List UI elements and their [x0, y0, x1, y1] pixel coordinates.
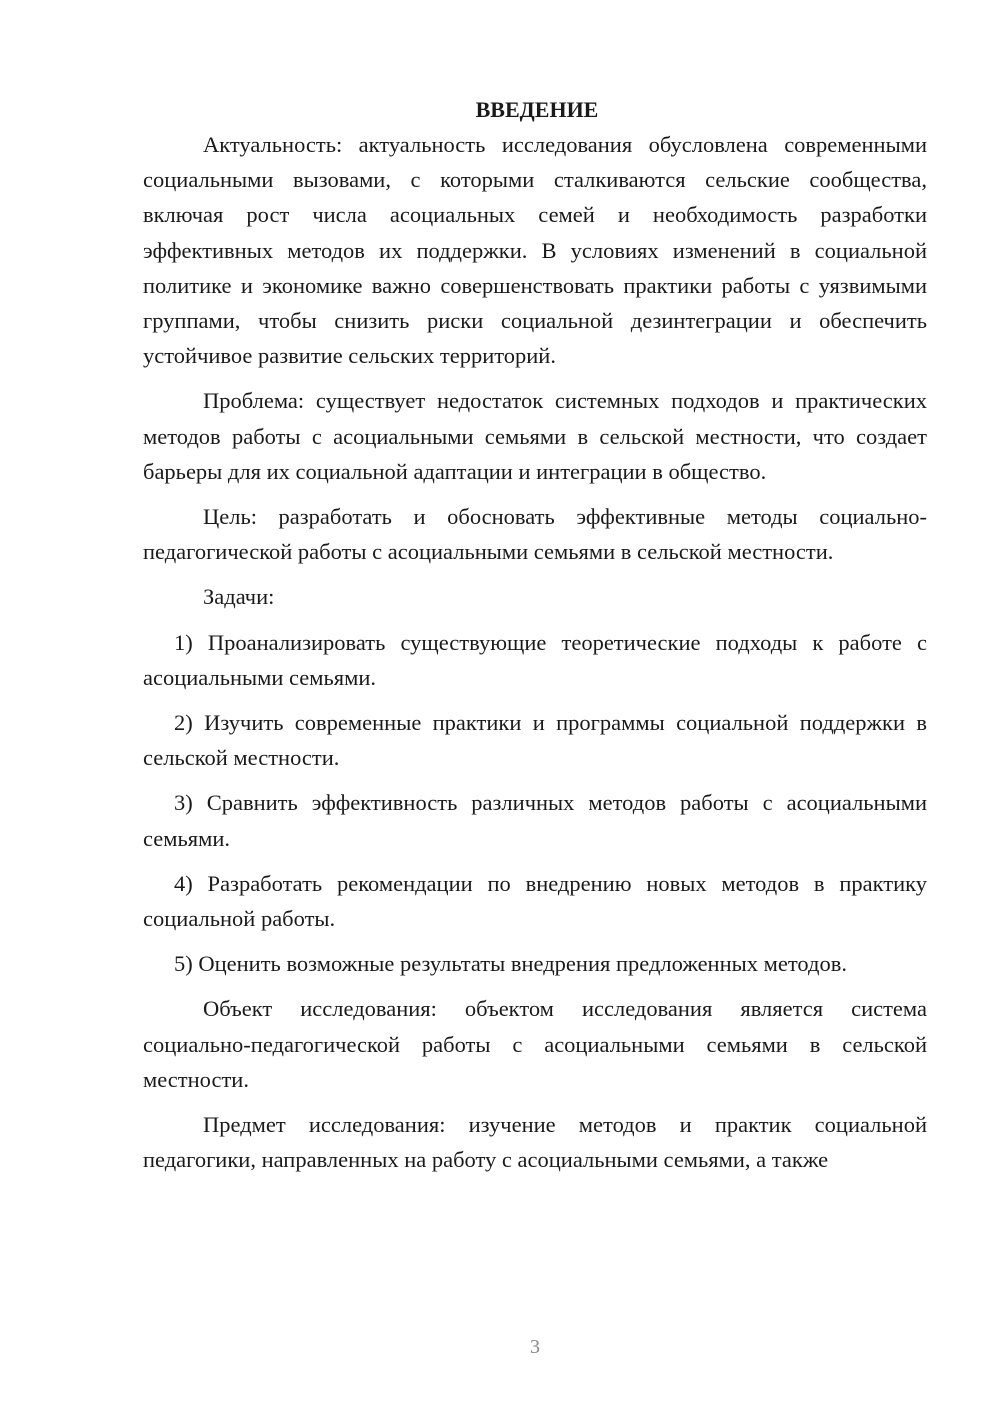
page-number: 3 [530, 1336, 540, 1358]
task-item-4: 4) Разработать рекомендации по внедрению новых методов в практику социальной работы. [143, 870, 927, 932]
task-item-5: 5) Оценить возможные результаты внедрения предложенных методов. [174, 951, 847, 977]
paragraph-goal: Цель: разработать и обосновать эффективные методы социально-педагогической работы с асоциальными семьями в сельской местности. [143, 504, 927, 565]
section-title: ВВЕДЕНИЕ [475, 97, 599, 122]
document-page [143, 92, 927, 1177]
paragraph-problem: Проблема: существует недостаток системных подходов и практических методов работы с асоциальными семьями в сельской местности, что создает барьеры для их социальной адаптации и интеграции в общество. [143, 388, 927, 484]
paragraph-subject: Предмет исследования: изучение методов и практик социальной педагогики, направленных на работу с асоциальными семьями, а также [143, 1112, 927, 1173]
paragraph-object: Объект исследования: объектом исследования является система социально-педагогической работы с асоциальными семьями в сельской местности. [143, 996, 927, 1092]
task-item-3: 3) Сравнить эффективность различных методов работы с асоциальными семьями. [143, 790, 927, 851]
paragraph-relevance: Актуальность: актуальность исследования обусловлена современными социальными вызовами, с которыми сталкиваются сельские сообщества, включая рост числа асоциальных семей и необходимость разработки эффективных методов их поддержки. В условиях изменений в социальной политике и экономике важно совершенствовать практики работы с уязвимыми группами, чтобы снизить риски социальной дезинтеграции и обеспечить устойчивое развитие сельских территорий. [143, 132, 927, 369]
paragraph-tasks-heading: Задачи: [203, 584, 275, 610]
task-item-1: 1) Проанализировать существующие теоретические подходы к работе с асоциальными семьями. [143, 629, 927, 690]
task-item-2: 2) Изучить современные практики и программы социальной поддержки в сельской местности. [143, 710, 927, 771]
